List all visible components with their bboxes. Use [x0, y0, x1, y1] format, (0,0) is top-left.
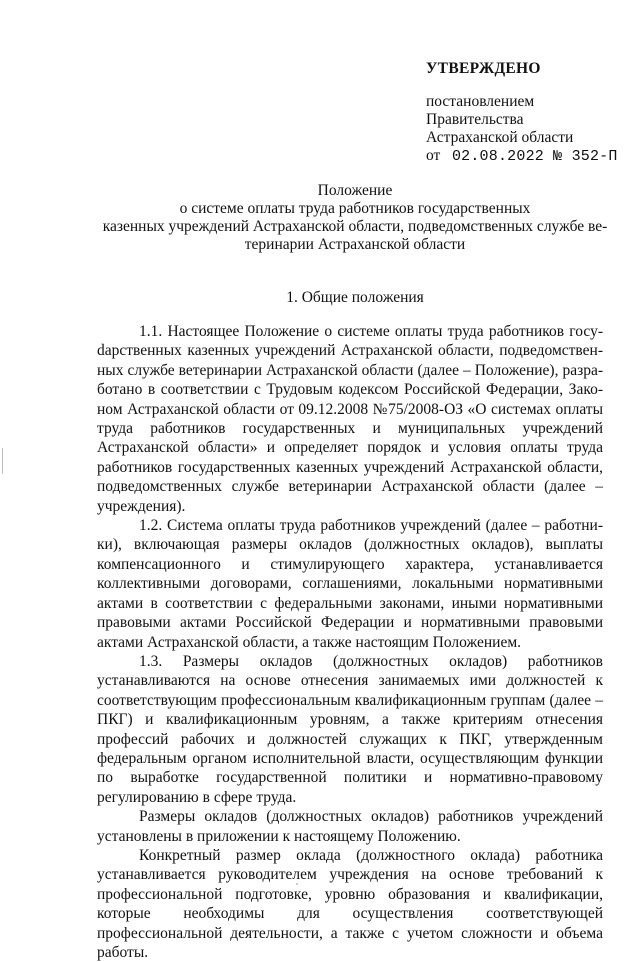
document-heading — [90, 182, 620, 254]
approval-date-line — [426, 147, 626, 166]
document-body — [97, 322, 603, 962]
heading-line-2: о системе оплаты труда работников государственных — [179, 200, 531, 217]
scan-dot — [296, 883, 298, 885]
paragraph-1-1: 1.1. Настоящее Положение о системе оплаты труда работников госуdарственных казенных учреждений Астраханской области, подведомственных службе ветеринарии Астраханской области (далее – Положение), разработано в соответствии с Трудовым кодексом Российской Федерации, Законом Астраханской области от 09.12.2008 №75/2008-ОЗ «О системах оплаты труда работников государственных и муниципальных учреждений Астраханской области» и определяет порядок и условия оплаты труда работников государственных казенных учреждений Астраханской области, подведомственных службе ветеринарии Астраханской области (далее – учреждения). — [97, 323, 603, 515]
heading-line-4: теринарии Астраханской области — [244, 236, 466, 253]
approval-title: УТВЕРЖДЕНО — [426, 60, 541, 77]
approval-date-value: 02.08.2022 № 352-П — [451, 148, 618, 165]
paragraph-salary-annex: Размеры окладов (должностных окладов) работников учреждений установлены в приложении к настоящему Положению. — [97, 808, 603, 845]
approval-line-3: Астраханской области — [426, 129, 574, 146]
paragraph-1-3: 1.3. Размеры окладов (должностных окладов) работников устанавливаются на основе отнесения занимаемых ими должностей к соответствующим профессиональным квалификационным группам (далее – ПКГ) и квалификационным уровням, а также критериям отнесения профессий рабочих и должностей служащих к ПКГ, утвержденным федеральным органом исполнительной власти, осуществляющим функции по выработке государственной политики и нормативно-правовому регулированию в сфере труда. — [97, 652, 603, 806]
section-title: 1. Общие положения — [286, 289, 424, 306]
approval-date-prefix: от — [426, 147, 441, 164]
heading-line-1: Положение — [317, 182, 393, 199]
approval-line-2: Правительства — [426, 111, 524, 128]
scan-edge-mark — [2, 448, 3, 474]
approval-line-1: постановлением — [426, 93, 535, 110]
approval-stamp — [426, 60, 626, 166]
paragraph-1-2: 1.2. Система оплаты труда работников учреждений (далее – работники), включающая размеры окладов (должностных окладов), выплаты компенсационного и стимулирующего характера, устанавливается коллективными договорами, соглашениями, локальными нормативными актами в соответствии с федеральными законами, иными нормативными правовыми актами Российской Федерации и нормативными правовыми актами Астраханской области, а также настоящим Положением. — [97, 517, 603, 651]
paragraph-salary-amount: Конкретный размер оклада (должностного оклада) работника устанавливается руководителем учреждения на основе требований к профессиональной подготовке, уровню образования и квалификации, которые необходимы для осуществления соответствующей профессиональной деятельности, а также с учетом сложности и объема работы. — [97, 846, 603, 961]
heading-line-3: казенных учреждений Астраханской области, подведомственных службе ве- — [102, 218, 608, 235]
